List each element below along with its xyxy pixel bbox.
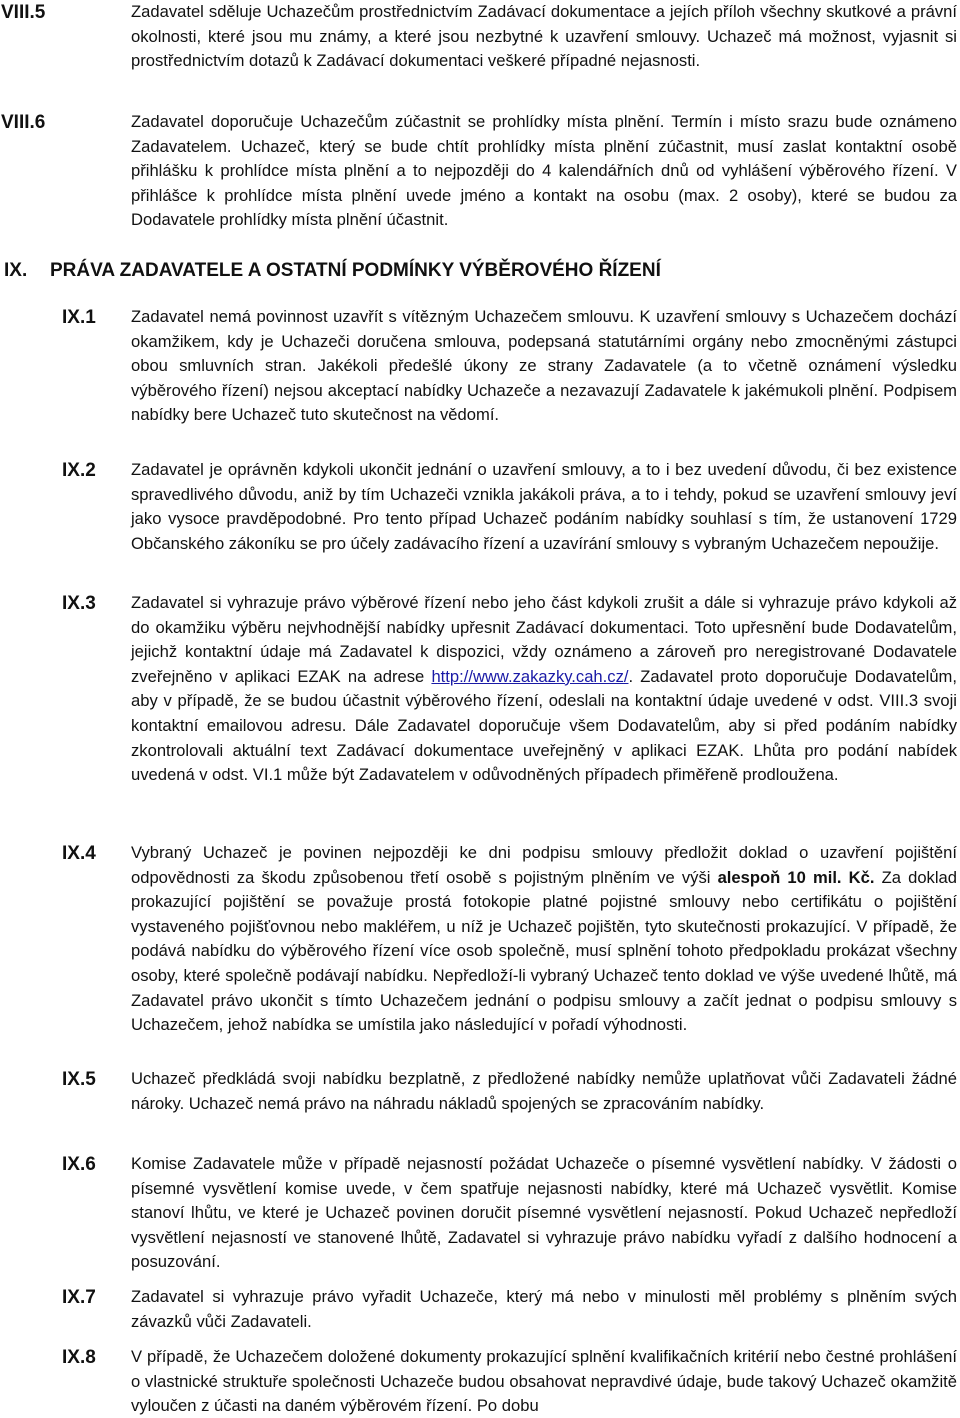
text-segment: . Zadavatel proto doporučuje Dodavatelům, aby v případě, že se budou účastnit výběrového řízení, odeslali na kontaktní údaje uvedené v odst. VIII.3 svoji kontaktní emailovou adresu. Dále Zadavatel doporučuje všem Dodavatelům, aby si před podáním nabídky zkontrolovali aktuální text Zadávací dokumentace uveřejněný v aplikaci EZAK. Lhůta pro podání nabídek uvedená v odst. VI.1 může být Zadavatelem v odůvodněných případech přiměřeně prodloužena. [131,666,957,785]
text-segment: Vybraný Uchazeč je povinen nejpozději ke dni podpisu smlouvy předložit doklad o uzavření pojištění odpovědnosti za škodu způsobenou třetí osobě s pojistným plněním ve výši [131,843,957,887]
clause-number: IX.2 [62,460,96,481]
clause-text [131,841,957,1038]
clause-text: Zadavatel sděluje Uchazečům prostřednictvím Zadávací dokumentace a jejích příloh všechny skutkové a právní okolnosti, které jsou mu známy, a které jsou nezbytné k uzavření smlouvy. Uchazeč má možnost, vyjasnit si prostřednictvím dotazů k Zadávací dokumentaci veškeré případné nejasnosti. [131,2,957,71]
clause-number: IX.8 [62,1347,96,1368]
section-number: IX. [4,260,28,281]
clause-text: Zadavatel doporučuje Uchazečům zúčastnit se prohlídky místa plnění. Termín i místo srazu bude oznámeno Zadavatelem. Uchazeč, který se bude chtít prohlídky místa plnění zúčastnit, musí zaslat kontaktní osobě přihlášku k prohlídce místa plnění a to nejpozději do 4 kalendářních dnů od vyhlášení výběrového řízení. V přihlášce k prohlídce místa plnění uvede jméno a kontakt na osobu (max. 2 osoby), které se budou za Dodavatele prohlídky místa plnění účastnit. [131,112,957,230]
clause-number: IX.5 [62,1069,96,1090]
clause-number: VIII.5 [1,2,46,23]
clause-number: IX.4 [62,843,96,864]
section-title: PRÁVA ZADAVATELE A OSTATNÍ PODMÍNKY VÝBĚROVÉHO ŘÍZENÍ [50,260,661,281]
clause-number: IX.3 [62,593,96,614]
clause-text [131,591,957,788]
clause-number: IX.7 [62,1287,96,1308]
text-segment: Za doklad prokazující pojištění se považuje prostá fotokopie platné pojistné smlouvy nebo certifikátu o pojištění vystaveného pojišťovnou nebo makléřem, u níž je Uchazeč pojištěn, tyto skutečnosti prokazující. V případě, že podává nabídku do výběrového řízení více osob společně, musí splnění tohoto předpokladu prokázat všechny osoby, které společně podávají nabídku. Nepředloží-li vybraný Uchazeč tento doklad ve výše uvedené lhůtě, má Zadavatel právo ukončit s tímto Uchazečem jednání o podpisu smlouvy a začít jednat o podpisu smlouvy s Uchazečem, jehož nabídka se umístila jako následující v pořadí výhodnosti. [131,867,957,1035]
clause-number: IX.1 [62,307,96,328]
clause-number: IX.6 [62,1154,96,1175]
ezak-link[interactable]: http://www.zakazky.cah.cz/ [431,666,629,686]
clause-text: Zadavatel je oprávněn kdykoli ukončit jednání o uzavření smlouvy, a to i bez uvedení důvodu, či bez existence spravedlivého důvodu, aniž by tím Uchazeči vznikla jakákoli práva, a to i tehdy, pokud se uzavření smlouvy jeví jako vysoce pravděpodobné. Pro tento případ Uchazeč podáním nabídky souhlasí s tím, že ustanovení 1729 Občanského zákoníku se pro účely zadávacího řízení a uzavírání smlouvy s vybraným Uchazečem nepoužije. [131,460,957,553]
insurance-amount: alespoň 10 mil. Kč. [717,867,875,887]
clause-number: VIII.6 [1,112,46,133]
section-heading [4,258,954,284]
text-segment: Zadavatel si vyhrazuje právo výběrové řízení nebo jeho část kdykoli zrušit a dále si vyhrazuje právo kdykoli až do okamžiku výběru nejvhodnější nabídky upřesnit Zadávací dokumentaci. Toto upřesnění bude Dodavatelům, jejichž kontaktní údaje má Zadavatel k dispozici, vždy oznámeno a zároveň pro neregistrované Dodavatele zveřejněno v aplikaci EZAK na adrese [131,593,957,686]
clause-text: Uchazeč předkládá svoji nabídku bezplatně, z předložené nabídky nemůže uplatňovat vůči Zadavateli žádné nároky. Uchazeč nemá právo na náhradu nákladů spojených se zpracováním nabídky. [131,1069,957,1113]
clause-text: Zadavatel si vyhrazuje právo vyřadit Uchazeče, který má nebo v minulosti měl problémy s plněním svých závazků vůči Zadavateli. [131,1287,957,1331]
clause-text: Komise Zadavatele může v případě nejasností požádat Uchazeče o písemné vysvětlení nabídky. V žádosti o písemné vysvětlení komise uvede, v čem spatřuje nejasnosti nabídky, které má Uchazeč vysvětlit. Komise stanoví lhůtu, ve které je Uchazeč povinen doručit písemné vysvětlení nejasností. Pokud Uchazeč nepředloží vysvětlení nejasností ve stanovené lhůtě, Zadavatel si vyhrazuje právo nabídku vyřadí z dalšího hodnocení a posuzování. [131,1154,957,1272]
clause-text: V případě, že Uchazečem doložené dokumenty prokazující splnění kvalifikačních kritérií nebo čestné prohlášení o vlastnické struktuře společnosti Uchazeče budou obsahovat nepravdivé údaje, bude takový Uchazeč okamžitě vyloučen z účasti na daném výběrovém řízení. Po dobu [131,1347,957,1416]
clause-text: Zadavatel nemá povinnost uzavřít s vítězným Uchazečem smlouvu. K uzavření smlouvy s Uchazečem dochází okamžikem, kdy je Uchazeči doručena smlouva, podepsaná statutárními orgány nebo zmocněnými zástupci obou smluvních stran. Jakékoli předešlé úkony ze strany Zadavatele (a to včetně oznámení výsledku výběrového řízení) nejsou akceptací nabídky Uchazeče a nezavazují Zadavatele k jakémukoli plnění. Podpisem nabídky bere Uchazeč tuto skutečnost na vědomí. [131,307,957,425]
